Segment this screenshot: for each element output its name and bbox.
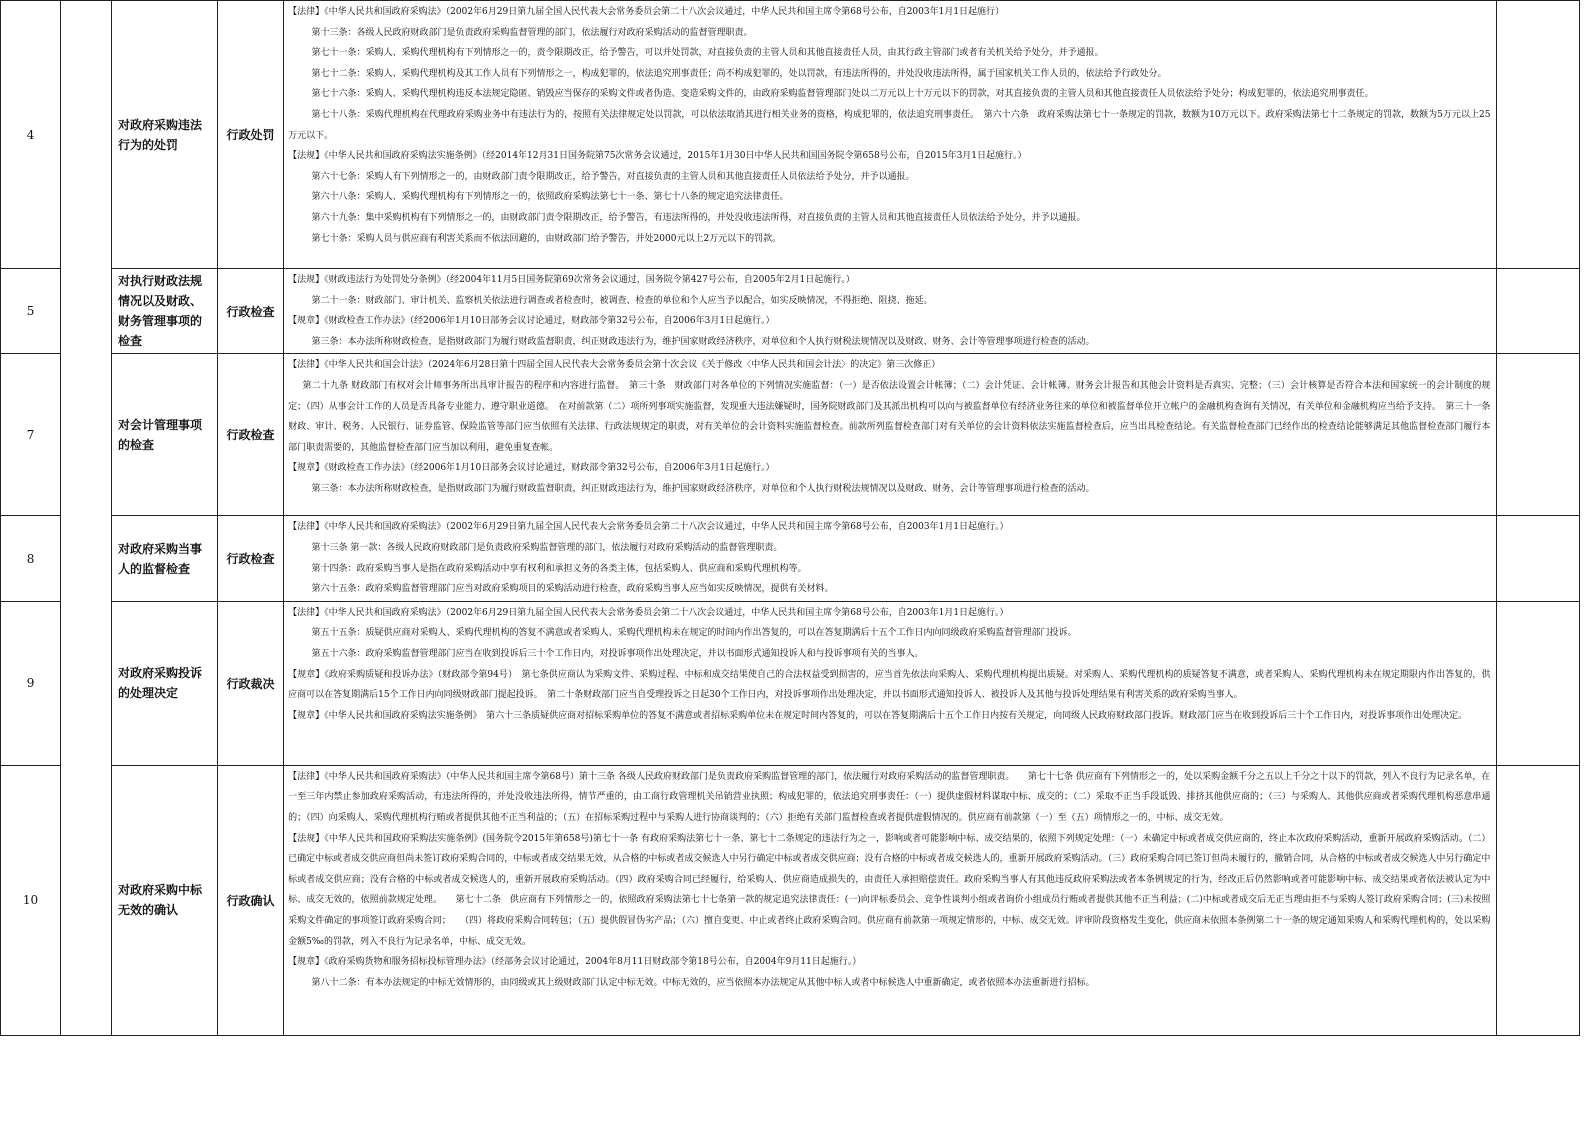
- remarks-cell: [1497, 516, 1580, 601]
- basis-paragraph: 第十三条 第一款：各级人民政府财政部门是负责政府采购监督管理的部门，依法履行对政府采购活动的监督管理职责。: [311, 542, 783, 553]
- item-type: 行政检查: [217, 516, 283, 601]
- legal-basis: [284, 269, 1497, 354]
- row-number: 7: [1, 354, 61, 516]
- item-name: 对政府采购当事人的监督检查: [112, 516, 218, 601]
- item-name: 对会计管理事项的检查: [112, 354, 218, 516]
- basis-paragraph: 【法规】《财政违法行为处罚处分条例》（经2004年11月5日国务院第69次常务会议通过，国务院令第427号公布，自2005年2月1日起施行。）: [288, 275, 855, 285]
- basis-paragraph: 【规章】《中华人民共和国政府采购法实施条例》 第六十三条质疑供应商对招标采购单位的答复不满意或者招标采购单位未在规定时间内答复的，可以在答复期满后十五个工作日内按有关规定，向同级人民政府财政部门投诉。财政部门应当在收到投诉后三十个工作日内，对投诉事项作出处理决定。: [288, 710, 1468, 721]
- table-row: [1, 601, 1580, 765]
- basis-paragraph: 【法律】《中华人民共和国政府采购法》（2002年6月29日第九届全国人民代表大会常务委员会第二十八次会议通过，中华人民共和国主席令第68号公布，自2003年1月1日起施行。）: [288, 607, 1009, 618]
- remarks-cell: [1497, 765, 1580, 1035]
- legal-basis: [284, 1, 1497, 269]
- table-row: [1, 354, 1580, 516]
- basis-paragraph: 第十三条：各级人民政府财政部门是负责政府采购监督管理的部门，依法履行对政府采购活动的监督管理职责。: [311, 27, 753, 38]
- row-number: 8: [1, 516, 61, 601]
- basis-paragraph: 【法律】《中华人民共和国政府采购法》（中华人民共和国主席令第68号）第十三条 各级人民政府财政部门是负责政府采购监督管理的部门，依法履行对政府采购活动的监督管理职责。 第七十七条 供应商有下列情形之一的，处以采购金额千分之五以上千分之十以下的罚款，列入不良行为记录名单，在一至三年内禁止参加政府采购活动，有违法所得的，并处没收违法所得，情节严重的，由工商行政管理机关吊销营业执照；构成犯罪的，依法追究刑事责任：（一）提供虚假材料谋取中标、成交的；（二）采取不正当手段诋毁、排挤其他供应商的；（三）与采购人、其他供应商或者采购代理机构恶意串通的；（四）向采购人、采购代理机构行贿或者提供其他不正当利益的；（五）在招标采购过程中与采购人进行协商谈判的；（六）拒绝有关部门监督检查或者提供虚假情况的。供应商有前款第（一）至（五）项情形之一的，中标、成交无效。: [288, 771, 1491, 823]
- row-number: 9: [1, 601, 61, 765]
- legal-basis: [284, 601, 1497, 765]
- basis-paragraph: 【法律】《中华人民共和国政府采购法》（2002年6月29日第九届全国人民代表大会常务委员会第二十八次会议通过，中华人民共和国主席令第68号公布，自2003年1月1日起施行）: [288, 7, 1005, 17]
- basis-paragraph: 【规章】《政府采购质疑和投诉办法》（财政部令第94号） 第七条供应商认为采购文件、采购过程、中标和成交结果使自己的合法权益受到损害的，应当首先依法向采购人、采购代理机构提出质疑。对采购人、采购代理机构的质疑答复不满意，或者采购人、采购代理机构未在规定期限内作出答复的，供应商可以在答复期满后15个工作日内向同级财政部门提起投诉。 第二十条财政部门应当自受理投诉之日起30个工作日内，对投诉事项作出处理决定，并以书面形式通知投诉人、被投诉人及其他与投诉处理结果有利害关系的政府采购当事人。: [288, 669, 1491, 701]
- basis-paragraph: 第十四条：政府采购当事人是指在政府采购活动中享有权利和承担义务的各类主体，包括采购人、供应商和采购代理机构等。: [311, 563, 807, 574]
- row-number: 4: [1, 1, 61, 269]
- basis-paragraph: 【法律】《中华人民共和国会计法》（2024年6月28日第十四届全国人民代表大会常务委员会第十次会议《关于修改〈中华人民共和国会计法〉的决定》第三次修正）: [288, 360, 941, 371]
- table-row: [1, 516, 1580, 601]
- legal-basis: [284, 765, 1497, 1035]
- legal-basis: [284, 516, 1497, 601]
- row-number: 5: [1, 269, 61, 354]
- remarks-cell: [1497, 269, 1580, 354]
- basis-paragraph: 第七十六条：采购人、采购代理机构违反本法规定隐匿、销毁应当保存的采购文件或者伪造、变造采购文件的，由政府采购监督管理部门处以二万元以上十万元以下的罚款，对其直接负责的主管人员和其他直接责任人员依法给予处分；构成犯罪的，依法追究刑事责任。: [311, 89, 1374, 100]
- item-name: 对执行财政法规情况以及财政、财务管理事项的检查: [112, 269, 218, 354]
- basis-paragraph: 第五十五条：质疑供应商对采购人、采购代理机构的答复不满意或者采购人、采购代理机构未在规定的时间内作出答复的，可以在答复期满后十五个工作日内向同级政府采购监督管理部门投诉。: [311, 628, 1077, 639]
- item-type: 行政处罚: [217, 1, 283, 269]
- basis-paragraph: 第二十九条 财政部门有权对会计师事务所出具审计报告的程序和内容进行监督。 第三十条 财政部门对各单位的下列情况实施监督：（一）是否依法设置会计帐簿；（二）会计凭证、会计帐簿、财务会计报告和其他会计资料是否真实、完整；（三）会计核算是否符合本法和国家统一的会计制度的规定；（四）从事会计工作的人员是否具备专业能力、遵守职业道德。 在对前款第（二）项所列事项实施监督，发现重大违法嫌疑时，国务院财政部门及其派出机构可以向与被监督单位有经济业务往来的单位和被监督单位开立帐户的金融机构查询有关情况，有关单位和金融机构应当给予支持。 第三十一条 财政、审计、税务、人民银行、证券监管、保险监管等部门应当依照有关法律、行政法规规定的职责，对有关单位的会计资料实施监督检查。前款所列监督检查部门对有关单位的会计资料依法实施监督检查后，应当出具检查结论。有关监督检查部门已经作出的检查结论能够满足其他监督检查部门履行本部门职责需要的，其他监督检查部门应当加以利用，避免重复查帐。: [288, 380, 1500, 453]
- basis-paragraph: 第七十条：采购人员与供应商有利害关系而不依法回避的，由财政部门给予警告，并处2000元以上2万元以下的罚款。: [311, 233, 782, 244]
- item-name: 对政府采购违法行为的处罚: [112, 1, 218, 269]
- basis-paragraph: 第七十一条：采购人、采购代理机构有下列情形之一的，责令限期改正，给予警告，可以并处罚款，对直接负责的主管人员和其他直接责任人员，由其行政主管部门或者有关机关给予处分，并予通报。: [311, 48, 1104, 59]
- remarks-cell: [1497, 601, 1580, 765]
- basis-paragraph: 【法律】《中华人民共和国政府采购法》（2002年6月29日第九届全国人民代表大会常务委员会第二十八次会议通过，中华人民共和国主席令第68号公布，自2003年1月1日起施行。）: [288, 522, 1009, 533]
- table-row: [1, 269, 1580, 354]
- basis-paragraph: 第二十一条：财政部门、审计机关、监察机关依法进行调查或者检查时，被调查、检查的单位和个人应当予以配合，如实反映情况，不得拒绝、阻挠、拖延。: [311, 295, 933, 306]
- basis-paragraph: 第五十六条：政府采购监督管理部门应当在收到投诉后三十个工作日内，对投诉事项作出处理决定，并以书面形式通知投诉人和与投诉事项有关的当事人。: [311, 648, 924, 659]
- basis-paragraph: 【规章】《政府采购货物和服务招标投标管理办法》（经部务会议讨论通过，2004年8月11日财政部令第18号公布，自2004年9月11日起施行。）: [288, 957, 862, 968]
- basis-paragraph: 第七十二条：采购人、采购代理机构及其工作人员有下列情形之一，构成犯罪的，依法追究刑事责任；尚不构成犯罪的，处以罚款，有违法所得的，并处没收违法所得，属于国家机关工作人员的，依法给予行政处分。: [311, 68, 1167, 79]
- remarks-cell: [1497, 354, 1580, 516]
- table-row: [1, 765, 1580, 1035]
- basis-paragraph: 【规章】《财政检查工作办法》（经2006年1月10日部务会议讨论通过，财政部令第32号公布，自2006年3月1日起施行。）: [288, 463, 775, 474]
- item-type: 行政裁决: [217, 601, 283, 765]
- basis-paragraph: 第六十八条：采购人、采购代理机构有下列情形之一的，依照政府采购法第七十一条、第七十八条的规定追究法律责任。: [311, 192, 789, 203]
- item-type: 行政检查: [217, 354, 283, 516]
- item-type: 行政检查: [217, 269, 283, 354]
- basis-paragraph: 第六十九条：集中采购机构有下列情形之一的，由财政部门责令限期改正，给予警告，有违法所得的，并处没收违法所得，对直接负责的主管人员和其他直接责任人员依法给予处分，并予以通报。: [311, 212, 1086, 223]
- legal-basis: [284, 354, 1500, 516]
- basis-paragraph: 【法规】《中华人民共和国政府采购法实施条例》(国务院令2015年第658号)第七十一条 有政府采购法第七十一条、第七十二条规定的违法行为之一，影响或者可能影响中标、成交结果的，依照下列规定处理：（一）未确定中标或者成交供应商的，终止本次政府采购活动，重新开展政府采购活动。（二）已确定中标或者成交供应商但尚未签订政府采购合同的，中标或者成交结果无效，从合格的中标或者成交候选人中另行确定中标或者成交供应商；没有合格的中标或者成交候选人的，重新开展政府采购活动。（三）政府采购合同已签订但尚未履行的，撤销合同，从合格的中标或者成交候选人中另行确定中标或者成交供应商；没有合格的中标或者成交候选人的，重新开展政府采购活动。（四）政府采购合同已经履行，给采购人、供应商造成损失的，由责任人承担赔偿责任。政府采购当事人有其他违反政府采购法或者本条例规定的行为，经改正后仍然影响或者可能影响中标、成交结果或者依法被认定为中标、成交无效的，依照前款规定处理。 第七十二条 供应商有下列情形之一的，依照政府采购法第七十七条第一款的规定追究法律责任：(一)向评标委员会、竞争性谈判小组或者询价小组成员行贿或者提供其他不正当利益；(二)中标或者成交后无正当理由拒不与采购人签订政府采购合同；(三)未按照采购文件确定的事项签订政府采购合同； （四）将政府采购合同转包；（五）提供假冒伪劣产品；（六）擅自变更、中止或者终止政府采购合同。供应商有前款第一项规定情形的，中标、成交无效。评审阶段资格发生变化，供应商未依照本条例第二十一条的规定通知采购人和采购代理机构的，处以采购金额5‰的罚款，列入不良行为记录名单，中标、成交无效。: [288, 833, 1491, 947]
- basis-paragraph: 第七十八条：采购代理机构在代理政府采购业务中有违法行为的，按照有关法律规定处以罚款，可以依法取消其进行相关业务的资格，构成犯罪的，依法追究刑事责任。 第六十六条 政府采购法第七十一条规定的罚款，数额为10万元以下。政府采购法第七十二条规定的罚款，数额为5万元以上25万元以下。: [288, 109, 1491, 141]
- basis-paragraph: 第六十五条：政府采购监督管理部门应当对政府采购项目的采购活动进行检查，政府采购当事人应当如实反映情况，提供有关材料。: [311, 584, 834, 595]
- basis-paragraph: 第三条：本办法所称财政检查，是指财政部门为履行财政监督职责，纠正财政违法行为，维护国家财政经济秩序，对单位和个人执行财税法规情况以及财政、财务、会计等管理事项进行检查的活动。: [311, 483, 1095, 494]
- basis-paragraph: 第三条：本办法所称财政检查，是指财政部门为履行财政监督职责，纠正财政违法行为，维护国家财政经济秩序，对单位和个人执行财税法规情况以及财政、财务、会计等管理事项进行检查的活动。: [311, 336, 1095, 347]
- remarks-cell: [1497, 1, 1580, 269]
- item-name: 对政府采购投诉的处理决定: [112, 601, 218, 765]
- basis-paragraph: 第六十七条：采购人有下列情形之一的，由财政部门责令限期改正，给予警告，对直接负责的主管人员和其他直接责任人员依法给予处分，并予以通报。: [311, 171, 915, 182]
- basis-paragraph: 第八十二条：有本办法规定的中标无效情形的，由同级或其上级财政部门认定中标无效。中标无效的，应当依照本办法规定从其他中标人或者中标候选人中重新确定，或者依照本办法重新进行招标。: [311, 977, 1095, 988]
- table-row: [1, 1, 1580, 269]
- blank-cell: [61, 1, 112, 1036]
- item-name: 对政府采购中标无效的确认: [112, 765, 218, 1035]
- row-number: 10: [1, 765, 61, 1035]
- basis-paragraph: 【规章】《财政检查工作办法》（经2006年1月10日部务会议讨论通过，财政部令第32号公布，自2006年3月1日起施行。）: [288, 316, 775, 327]
- basis-paragraph: 【法规】《中华人民共和国政府采购法实施条例》（经2014年12月31日国务院第75次常务会议通过，2015年1月30日中华人民共和国国务院令第658号公布，自2015年3月1日起施行。）: [288, 151, 1027, 162]
- item-type: 行政确认: [217, 765, 283, 1035]
